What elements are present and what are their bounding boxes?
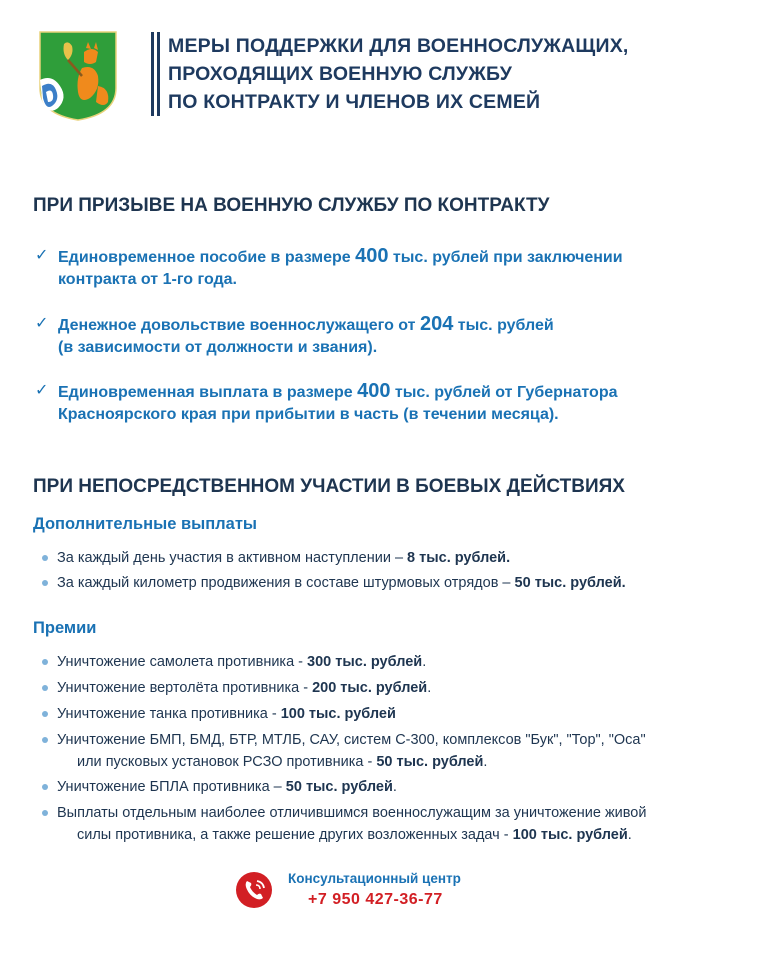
- bullet-dot-icon: [42, 711, 48, 717]
- benefit-amount: 400: [357, 380, 391, 402]
- phone-number[interactable]: +7 950 427-36-77: [308, 891, 443, 908]
- benefit-amount: 204: [419, 313, 454, 335]
- bullet-dot-icon: [42, 737, 48, 743]
- bullet-dot-icon: [42, 580, 48, 586]
- title-line: ПРОХОДЯЩИХ ВОЕННУЮ СЛУЖБУ: [168, 63, 513, 85]
- item-tail: .: [392, 779, 397, 795]
- item-tail: .: [427, 680, 432, 696]
- bullet-dot-icon: [42, 555, 48, 561]
- title-accent-bars: [151, 32, 161, 116]
- item-amount: 300 тыс. рублей: [307, 654, 423, 670]
- bullet-dot-icon: [42, 685, 48, 691]
- item-amount: 50 тыс. рублей.: [514, 575, 626, 591]
- benefit-text: Денежное довольствие военнослужащего от: [58, 317, 420, 334]
- benefit-text: тыс. рублей от Губернатора: [390, 384, 618, 401]
- item-tail: .: [483, 754, 488, 770]
- benefit-text: Единовременная выплата в размере: [58, 384, 358, 401]
- item-amount: 100 тыс. рублей: [512, 827, 628, 843]
- checkmark-icon: ✓: [35, 315, 49, 332]
- item-tail: .: [627, 827, 632, 843]
- item-text: Уничтожение танка противника -: [57, 706, 281, 722]
- item-text: Уничтожение самолета противника -: [57, 654, 308, 670]
- benefit-text: (в зависимости от должности и звания).: [58, 339, 378, 356]
- title-line: ПО КОНТРАКТУ И ЧЛЕНОВ ИХ СЕМЕЙ: [168, 91, 541, 113]
- benefit-text: Красноярского края при прибытии в часть (в течении месяца).: [58, 406, 559, 423]
- item-text: За каждый день участия в активном наступлении –: [57, 550, 408, 566]
- benefit-text: Единовременное пособие в размере: [58, 249, 356, 266]
- regional-coat-of-arms-icon: [38, 30, 118, 122]
- item-text: Выплаты отдельным наиболее отличившимся военнослужащим за уничтожение живой: [57, 805, 647, 821]
- checkmark-icon: ✓: [35, 247, 49, 264]
- subheading-bonuses: Премии: [33, 619, 97, 637]
- subheading-additional-payments: Дополнительные выплаты: [33, 515, 257, 533]
- item-amount: 100 тыс. рублей: [280, 706, 396, 722]
- benefit-text: тыс. рублей при заключении: [388, 249, 623, 266]
- item-text: Уничтожение БМП, БМД, БТР, МТЛБ, САУ, систем С-300, комплексов "Бук", "Тор", "Оса": [57, 732, 646, 748]
- bullet-dot-icon: [42, 810, 48, 816]
- item-amount: 200 тыс. рублей: [312, 680, 428, 696]
- item-text: Уничтожение вертолёта противника -: [57, 680, 313, 696]
- item-text: силы противника, а также решение других возложенных задач -: [77, 827, 513, 843]
- bullet-dot-icon: [42, 784, 48, 790]
- benefit-amount: 400: [355, 245, 389, 267]
- item-amount: 50 тыс. рублей: [376, 754, 484, 770]
- section-heading-combat: ПРИ НЕПОСРЕДСТВЕННОМ УЧАСТИИ В БОЕВЫХ ДЕЙСТВИЯХ: [33, 476, 625, 497]
- benefit-text: тыс. рублей: [453, 317, 554, 334]
- section-heading-contract: ПРИ ПРИЗЫВЕ НА ВОЕННУЮ СЛУЖБУ ПО КОНТРАКТУ: [33, 195, 550, 216]
- item-amount: 50 тыс. рублей: [285, 779, 393, 795]
- item-text: Уничтожение БПЛА противника –: [57, 779, 286, 795]
- benefit-text: контракта от 1-го года.: [58, 271, 237, 288]
- checkmark-icon: ✓: [35, 382, 49, 399]
- page-title: [168, 32, 728, 116]
- item-tail: .: [422, 654, 427, 670]
- item-text: или пусковых установок РСЗО противника -: [77, 754, 377, 770]
- item-text: За каждый километр продвижения в составе штурмовых отрядов –: [57, 575, 515, 591]
- phone-icon: [235, 871, 273, 909]
- title-line: МЕРЫ ПОДДЕРЖКИ ДЛЯ ВОЕННОСЛУЖАЩИХ,: [168, 35, 629, 57]
- bullet-dot-icon: [42, 659, 48, 665]
- item-amount: 8 тыс. рублей.: [407, 550, 511, 566]
- consultation-center-label: Консультационный центр: [288, 871, 461, 886]
